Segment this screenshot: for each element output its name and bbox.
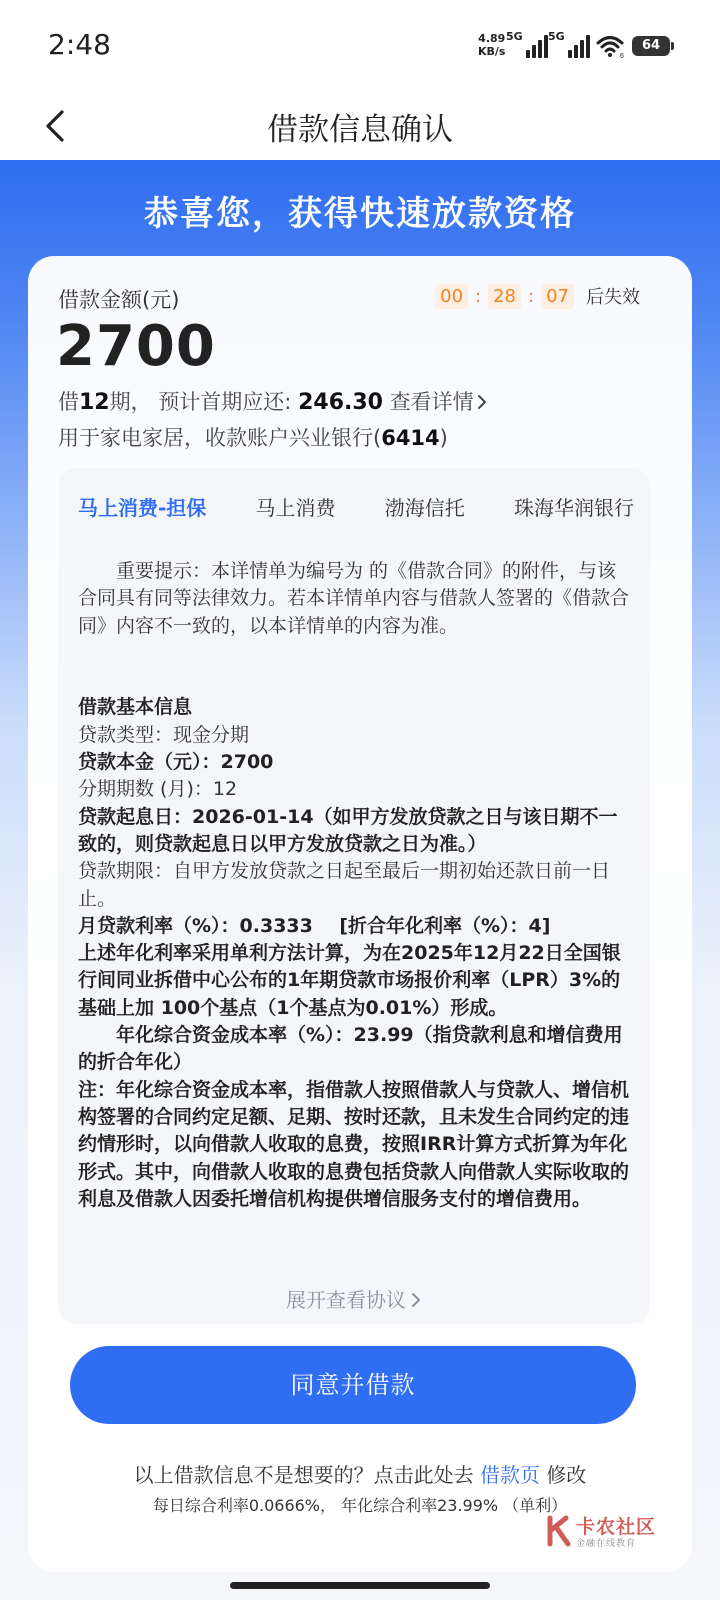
loan-page-link[interactable]: 借款页 bbox=[480, 1463, 540, 1487]
countdown-seconds: 07 bbox=[541, 284, 574, 309]
countdown-hours: 00 bbox=[435, 284, 468, 309]
success-headline: 恭喜您，获得快速放款资格 bbox=[144, 194, 576, 234]
loan-start-date: 贷款起息日：2026-01-14（如甲方发放贷款之日与该日期不一致的，则贷款起息日以甲方发放贷款之日为准。） bbox=[78, 805, 618, 855]
signal-icon bbox=[506, 30, 548, 58]
tab-mashang-guarantee[interactable]: 马上消费-担保 bbox=[78, 496, 207, 520]
watermark-text: 卡农社区 bbox=[576, 1516, 657, 1538]
term-suffix: 期， bbox=[109, 390, 152, 414]
agreement-panel bbox=[58, 468, 650, 1324]
battery-icon: 64 bbox=[632, 36, 670, 56]
tab-mashang[interactable]: 马上消费 bbox=[255, 496, 336, 520]
lender-tabs bbox=[78, 492, 634, 521]
kanong-logo-icon bbox=[546, 1514, 572, 1548]
term-line bbox=[58, 386, 488, 416]
view-details-link[interactable] bbox=[390, 390, 488, 414]
loan-term-limit: 贷款期限：自甲方发放贷款之日起至最后一期初始还款日前一日止。 bbox=[78, 860, 611, 910]
section-title: 借款基本信息 bbox=[78, 696, 193, 719]
signal-icon-2 bbox=[548, 30, 590, 58]
watermark bbox=[546, 1512, 656, 1552]
agree-and-borrow-button[interactable]: 同意并借款 bbox=[70, 1346, 636, 1424]
loan-periods: 分期期数 (月)：12 bbox=[78, 778, 238, 801]
rate-method: 上述年化利率采用单利方法计算，为在2025年12月22日全国银行间同业拆借中心公布的1年期贷款市场报价利率（LPR）3%的基础上加 100个基点（1个基点为0.01%）形成。 bbox=[78, 942, 621, 1019]
monthly-rate: 月贷款利率（%）：0.3333 [折合年化利率（%）：4] bbox=[78, 914, 551, 937]
tab-zhuhai-bank[interactable]: 珠海华润银行 bbox=[513, 496, 634, 520]
apr-line: 年化综合资金成本率（%）：23.99（指贷款利息和增信费用的折合年化） bbox=[78, 1024, 623, 1074]
loan-amount: 2700 bbox=[56, 314, 216, 379]
sim2-label: 5G bbox=[548, 30, 565, 43]
countdown-minutes: 28 bbox=[488, 284, 521, 309]
modify-hint-suffix: 修改 bbox=[540, 1463, 587, 1487]
modify-hint bbox=[28, 1459, 692, 1488]
apr-note: 注：年化综合资金成本率，指借款人按照借款人与贷款人、增信机构签署的合同约定足额、足期、按时还款，且未发生合同约定的违约情形时，以向借款人收取的息费，按照IRR计算方式折算为年化形式。其中，向借款人收取的息费包括贷款人向借款人实际收取的利息及借款人因委托增信机构提供增信服务支付的增信费用。 bbox=[78, 1078, 630, 1210]
status-time: 2:48 bbox=[48, 28, 111, 61]
countdown-suffix: 后失效 bbox=[586, 287, 640, 308]
agreement-text bbox=[78, 558, 634, 1213]
important-notice: 重要提示：本详情单为编号为 的《借款合同》的附件，与该合同具有同等法律效力。若本详情单内容与借款人签署的《借款合同》内容不一致的，以本详情单的内容为准。 bbox=[78, 560, 630, 637]
net-speed bbox=[478, 32, 505, 58]
account-tail: 6414 bbox=[381, 426, 440, 450]
term-prefix: 借 bbox=[58, 390, 79, 414]
home-indicator[interactable] bbox=[230, 1582, 490, 1589]
modify-hint-prefix: 以上借款信息不是想要的？点击此处去 bbox=[133, 1463, 480, 1487]
expand-label: 展开查看协议 bbox=[286, 1288, 406, 1312]
first-payment-value: 246.30 bbox=[298, 390, 383, 415]
nav-bar bbox=[0, 92, 720, 160]
term-count: 12 bbox=[79, 390, 110, 415]
chevron-right-icon bbox=[476, 393, 488, 411]
rate-summary: 每日综合利率0.0666%， 年化综合利率23.99% （单利） bbox=[152, 1496, 568, 1515]
first-payment-label: 预计首期应还: bbox=[158, 390, 292, 414]
loan-principal: 贷款本金（元）：2700 bbox=[78, 751, 274, 774]
loan-card bbox=[28, 256, 692, 1572]
expand-agreement-link[interactable] bbox=[58, 1284, 650, 1313]
tab-bohai-trust[interactable]: 渤海信托 bbox=[384, 496, 465, 520]
usage-line bbox=[58, 422, 448, 452]
view-details-label: 查看详情 bbox=[389, 390, 474, 414]
watermark-sub: 金融在线教育 bbox=[576, 1539, 637, 1549]
usage-close: ) bbox=[439, 426, 448, 450]
wifi-icon bbox=[596, 34, 624, 58]
countdown-timer: 00 : 28 : 07 后失效 bbox=[435, 283, 640, 309]
chevron-right-icon bbox=[410, 1291, 422, 1309]
page-title: 借款信息确认 bbox=[267, 112, 453, 148]
loan-type: 贷款类型：现金分期 bbox=[78, 723, 250, 746]
amount-label: 借款金额(元) bbox=[58, 288, 180, 312]
wifi-sub-label: 6 bbox=[620, 53, 624, 58]
status-bar bbox=[0, 0, 720, 92]
net-speed-value: 4.89 bbox=[478, 32, 506, 45]
sim1-label: 5G bbox=[506, 30, 523, 43]
net-speed-unit: KB/s bbox=[478, 45, 506, 58]
usage-text: 用于家电家居，收款账户兴业银行( bbox=[58, 426, 382, 450]
